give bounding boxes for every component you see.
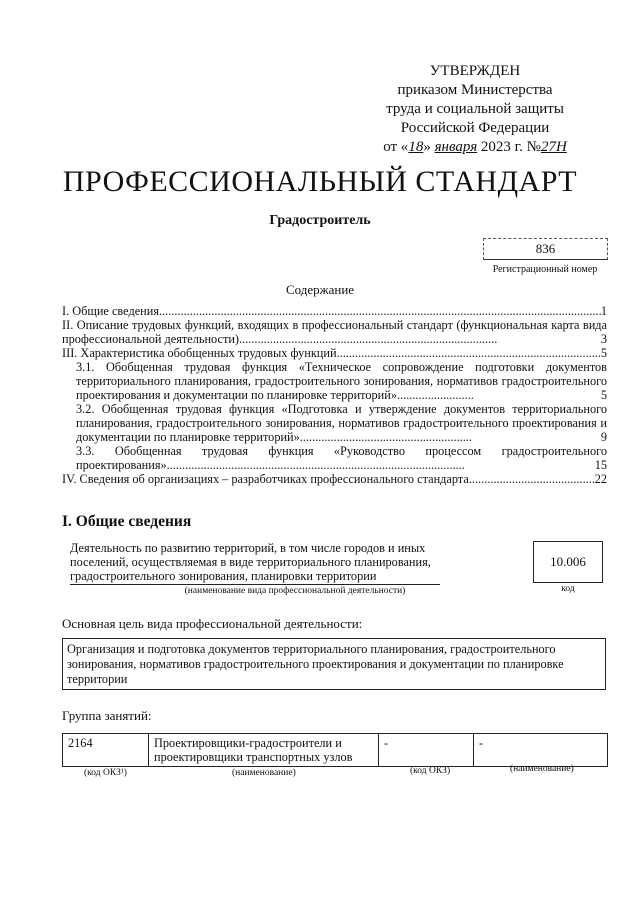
toc-page: 9 [600, 430, 607, 444]
toc-page: 5 [600, 346, 607, 360]
activity-name: Деятельность по развитию территорий, в том числе городов и иных поселений, осуществляемая в виде территориального планирования, градостроительного зонирования, планировки территории [70, 541, 440, 585]
toc-page: 22 [594, 472, 607, 486]
occupation-group-heading: Группа занятий: [62, 708, 152, 723]
approval-block [360, 62, 590, 157]
approval-line: УТВЕРЖДЕН [429, 63, 521, 79]
toc-item[interactable]: II. Описание трудовых функций, входящих в профессиональный стандарт (функциональная карта вида профессиональной деятельности).................................................................................... 3 [62, 318, 607, 346]
registration-label: Регистрационный номер [492, 264, 598, 275]
approval-day: 18 [408, 139, 424, 155]
standard-name: Градостроитель [269, 213, 371, 228]
toc-item[interactable]: III. Характеристика обобщенных трудовых функций ..... 5 [62, 346, 607, 360]
okz-code-cell-2: - [379, 734, 474, 766]
toc-page: 15 [594, 458, 607, 472]
approval-date: от «18» января 2023 г. №27Н [383, 139, 567, 155]
note-name: (наименование) [232, 768, 296, 778]
toc-item[interactable]: 3.3. Обобщенная трудовая функция «Руководство процессом градостроительного проектирования»................................................................................................. 15 [76, 444, 607, 472]
code-label: код [561, 584, 575, 594]
occupation-group-table [62, 733, 608, 767]
occupation-name-cell-2: - [479, 736, 484, 750]
registration-number-box: 836 [483, 238, 608, 260]
toc-item[interactable]: 3.2. Обобщенная трудовая функция «Подготовка и утверждение документов территориального планирования, градостроительного зонирования, нормативов градостроительного проектирования и документации по планировке территорий»........................................................ 9 [76, 402, 607, 444]
toc-page: 5 [600, 388, 607, 402]
toc-page: 3 [600, 332, 607, 346]
okz-code-cell: 2164 [63, 734, 149, 766]
contents-heading: Содержание [285, 282, 355, 297]
approval-line: труда и социальной защиты [386, 101, 564, 117]
goal-heading: Основная цель вида профессиональной деятельности: [62, 616, 363, 631]
toc-page: 1 [600, 304, 607, 318]
activity-code-box: 10.006 [533, 541, 603, 583]
note-name-2: (наименование) [510, 764, 574, 774]
toc-item[interactable]: I. Общие сведения ..... 1 [62, 304, 607, 318]
note-okz-code: (код ОКЗ¹) [84, 768, 127, 778]
approval-line: Российской Федерации [400, 120, 550, 136]
document-title: ПРОФЕССИОНАЛЬНЫЙ СТАНДАРТ [62, 165, 578, 198]
section-heading: I. Общие сведения [62, 513, 192, 530]
occupation-name-cell: Проектировщики-градостроители и проектировщики транспортных узлов [149, 734, 379, 766]
activity-note: (наименование вида профессиональной деятельности) [184, 586, 406, 596]
toc-item[interactable]: 3.1. Обобщенная трудовая функция «Техническое сопровождение подготовки документов территориального планирования, градостроительного зонирования, нормативов градостроительного проектирования и документации по планировке территорий»......................... 5 [76, 360, 607, 402]
approval-month: января [434, 139, 478, 155]
approval-number: 27Н [540, 139, 567, 155]
toc-item[interactable]: IV. Сведения об организациях – разработчиках профессионального стандарта ..... 22 [62, 472, 607, 486]
goal-box: Организация и подготовка документов территориального планирования, градостроительного зонирования, нормативов градостроительного проектирования и документации по планировке территории [62, 638, 606, 690]
approval-line: приказом Министерства [397, 82, 553, 98]
note-okz-code-2: (код ОКЗ) [410, 766, 451, 776]
table-of-contents [62, 304, 607, 486]
